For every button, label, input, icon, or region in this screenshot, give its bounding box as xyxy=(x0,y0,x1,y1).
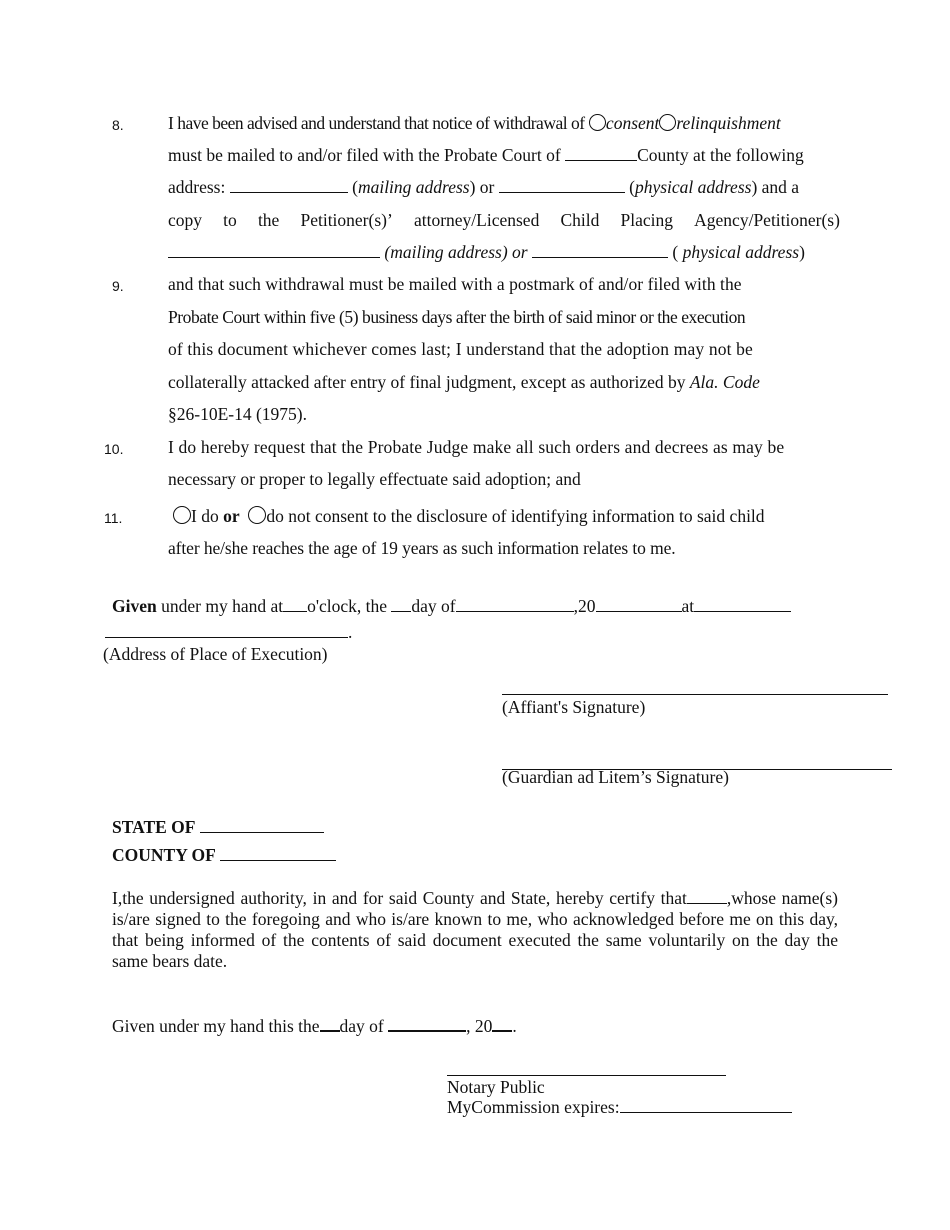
consent-option-label: consent xyxy=(605,113,660,133)
item-11-line-1: I do or do not consent to the disclosure of identifying information to said child xyxy=(173,506,765,527)
item-9-line-5: §26-10E-14 (1975). xyxy=(168,404,308,424)
item-8-line-2: must be mailed to and/or filed with the Probate Court of County at the following xyxy=(168,145,804,165)
commission-expires-line: MyCommission expires: xyxy=(447,1097,792,1117)
item-8-line-5: (mailing address) or ( physical address) xyxy=(168,242,805,263)
place-of-execution-line: . xyxy=(105,622,352,643)
item-9-line-3: of this document whichever comes last; I understand that the adoption may not be xyxy=(168,339,753,359)
hour-blank[interactable] xyxy=(283,596,307,612)
probate-county-blank[interactable] xyxy=(565,145,637,161)
i-do-not-radio[interactable] xyxy=(248,506,266,524)
item-number-9: 9. xyxy=(112,278,124,294)
notary-month-blank[interactable] xyxy=(388,1015,466,1032)
certification-paragraph: I,the undersigned authority, in and for said County and State, hereby certify that ,whose name(s) is/are signed to the foregoing and who is/are known to me, who acknowledged before me on this day, that being informed of the contents of said document executed the same voluntarily on the day the same bears date. xyxy=(112,888,839,971)
probate-address-blank[interactable] xyxy=(230,177,348,193)
state-of-line: STATE OF xyxy=(112,817,324,838)
consent-radio[interactable] xyxy=(589,114,606,131)
year-blank[interactable] xyxy=(596,596,682,612)
commission-expires-blank[interactable] xyxy=(620,1097,792,1113)
item-8-line-3: address: (mailing address) or (physical address) and a xyxy=(168,177,800,197)
affiant-signature-label: (Affiant's Signature) xyxy=(502,697,646,717)
notary-day-blank[interactable] xyxy=(320,1015,340,1032)
place-blank[interactable] xyxy=(694,596,791,612)
address-of-place-label: (Address of Place of Execution) xyxy=(103,644,328,664)
item-10-line-2: necessary or proper to legally effectuate said adoption; and xyxy=(168,469,581,489)
notary-year-blank[interactable] xyxy=(492,1015,512,1032)
affiant-signature-line[interactable] xyxy=(502,694,888,695)
place-of-execution-blank[interactable] xyxy=(105,622,348,638)
item-8-line-1: I have been advised and understand that notice of withdrawal of consent relinquishment xyxy=(168,113,781,133)
state-blank[interactable] xyxy=(200,817,324,833)
execution-line: Given under my hand at o'clock, the day of ,20 at xyxy=(112,596,791,617)
item-9-line-4: collaterally attacked after entry of final judgment, except as authorized by Ala. Code xyxy=(168,372,760,392)
certify-name-blank[interactable] xyxy=(687,888,727,904)
month-blank[interactable] xyxy=(456,596,574,612)
item-9-line-1: and that such withdrawal must be mailed with a postmark of and/or filed with the xyxy=(168,274,742,294)
notary-signature-line[interactable] xyxy=(447,1075,726,1076)
item-10-line-1: I do hereby request that the Probate Judge make all such orders and decrees as may be xyxy=(168,437,785,457)
day-blank[interactable] xyxy=(391,596,411,612)
relinquishment-option-label: relinquishment xyxy=(676,113,781,133)
notary-given-line: Given under my hand this the day of , 20 . xyxy=(112,1016,517,1036)
petitioner-mailing-address-blank[interactable] xyxy=(168,242,380,258)
item-number-10: 10. xyxy=(104,441,124,457)
notary-public-label: Notary Public xyxy=(447,1077,545,1097)
petitioner-physical-address-blank[interactable] xyxy=(532,242,668,258)
item-11-line-2: after he/she reaches the age of 19 years as such information relates to me. xyxy=(168,538,676,558)
county-of-line: COUNTY OF xyxy=(112,845,336,866)
item-number-8: 8. xyxy=(112,117,124,133)
relinquishment-radio[interactable] xyxy=(659,114,676,131)
item-8-line-4: copy to the Petitioner(s)’ attorney/Licensed Child Placing Agency/Petitioner(s) xyxy=(168,210,840,230)
i-do-radio[interactable] xyxy=(173,506,191,524)
guardian-signature-label: (Guardian ad Litem’s Signature) xyxy=(502,767,729,787)
item-number-11: 11. xyxy=(104,510,123,526)
ala-code-citation: Ala. Code xyxy=(689,372,760,392)
probate-physical-address-blank[interactable] xyxy=(499,177,625,193)
county-blank[interactable] xyxy=(220,845,336,861)
item-9-line-2: Probate Court within five (5) business days after the birth of said minor or the execution xyxy=(168,307,746,327)
